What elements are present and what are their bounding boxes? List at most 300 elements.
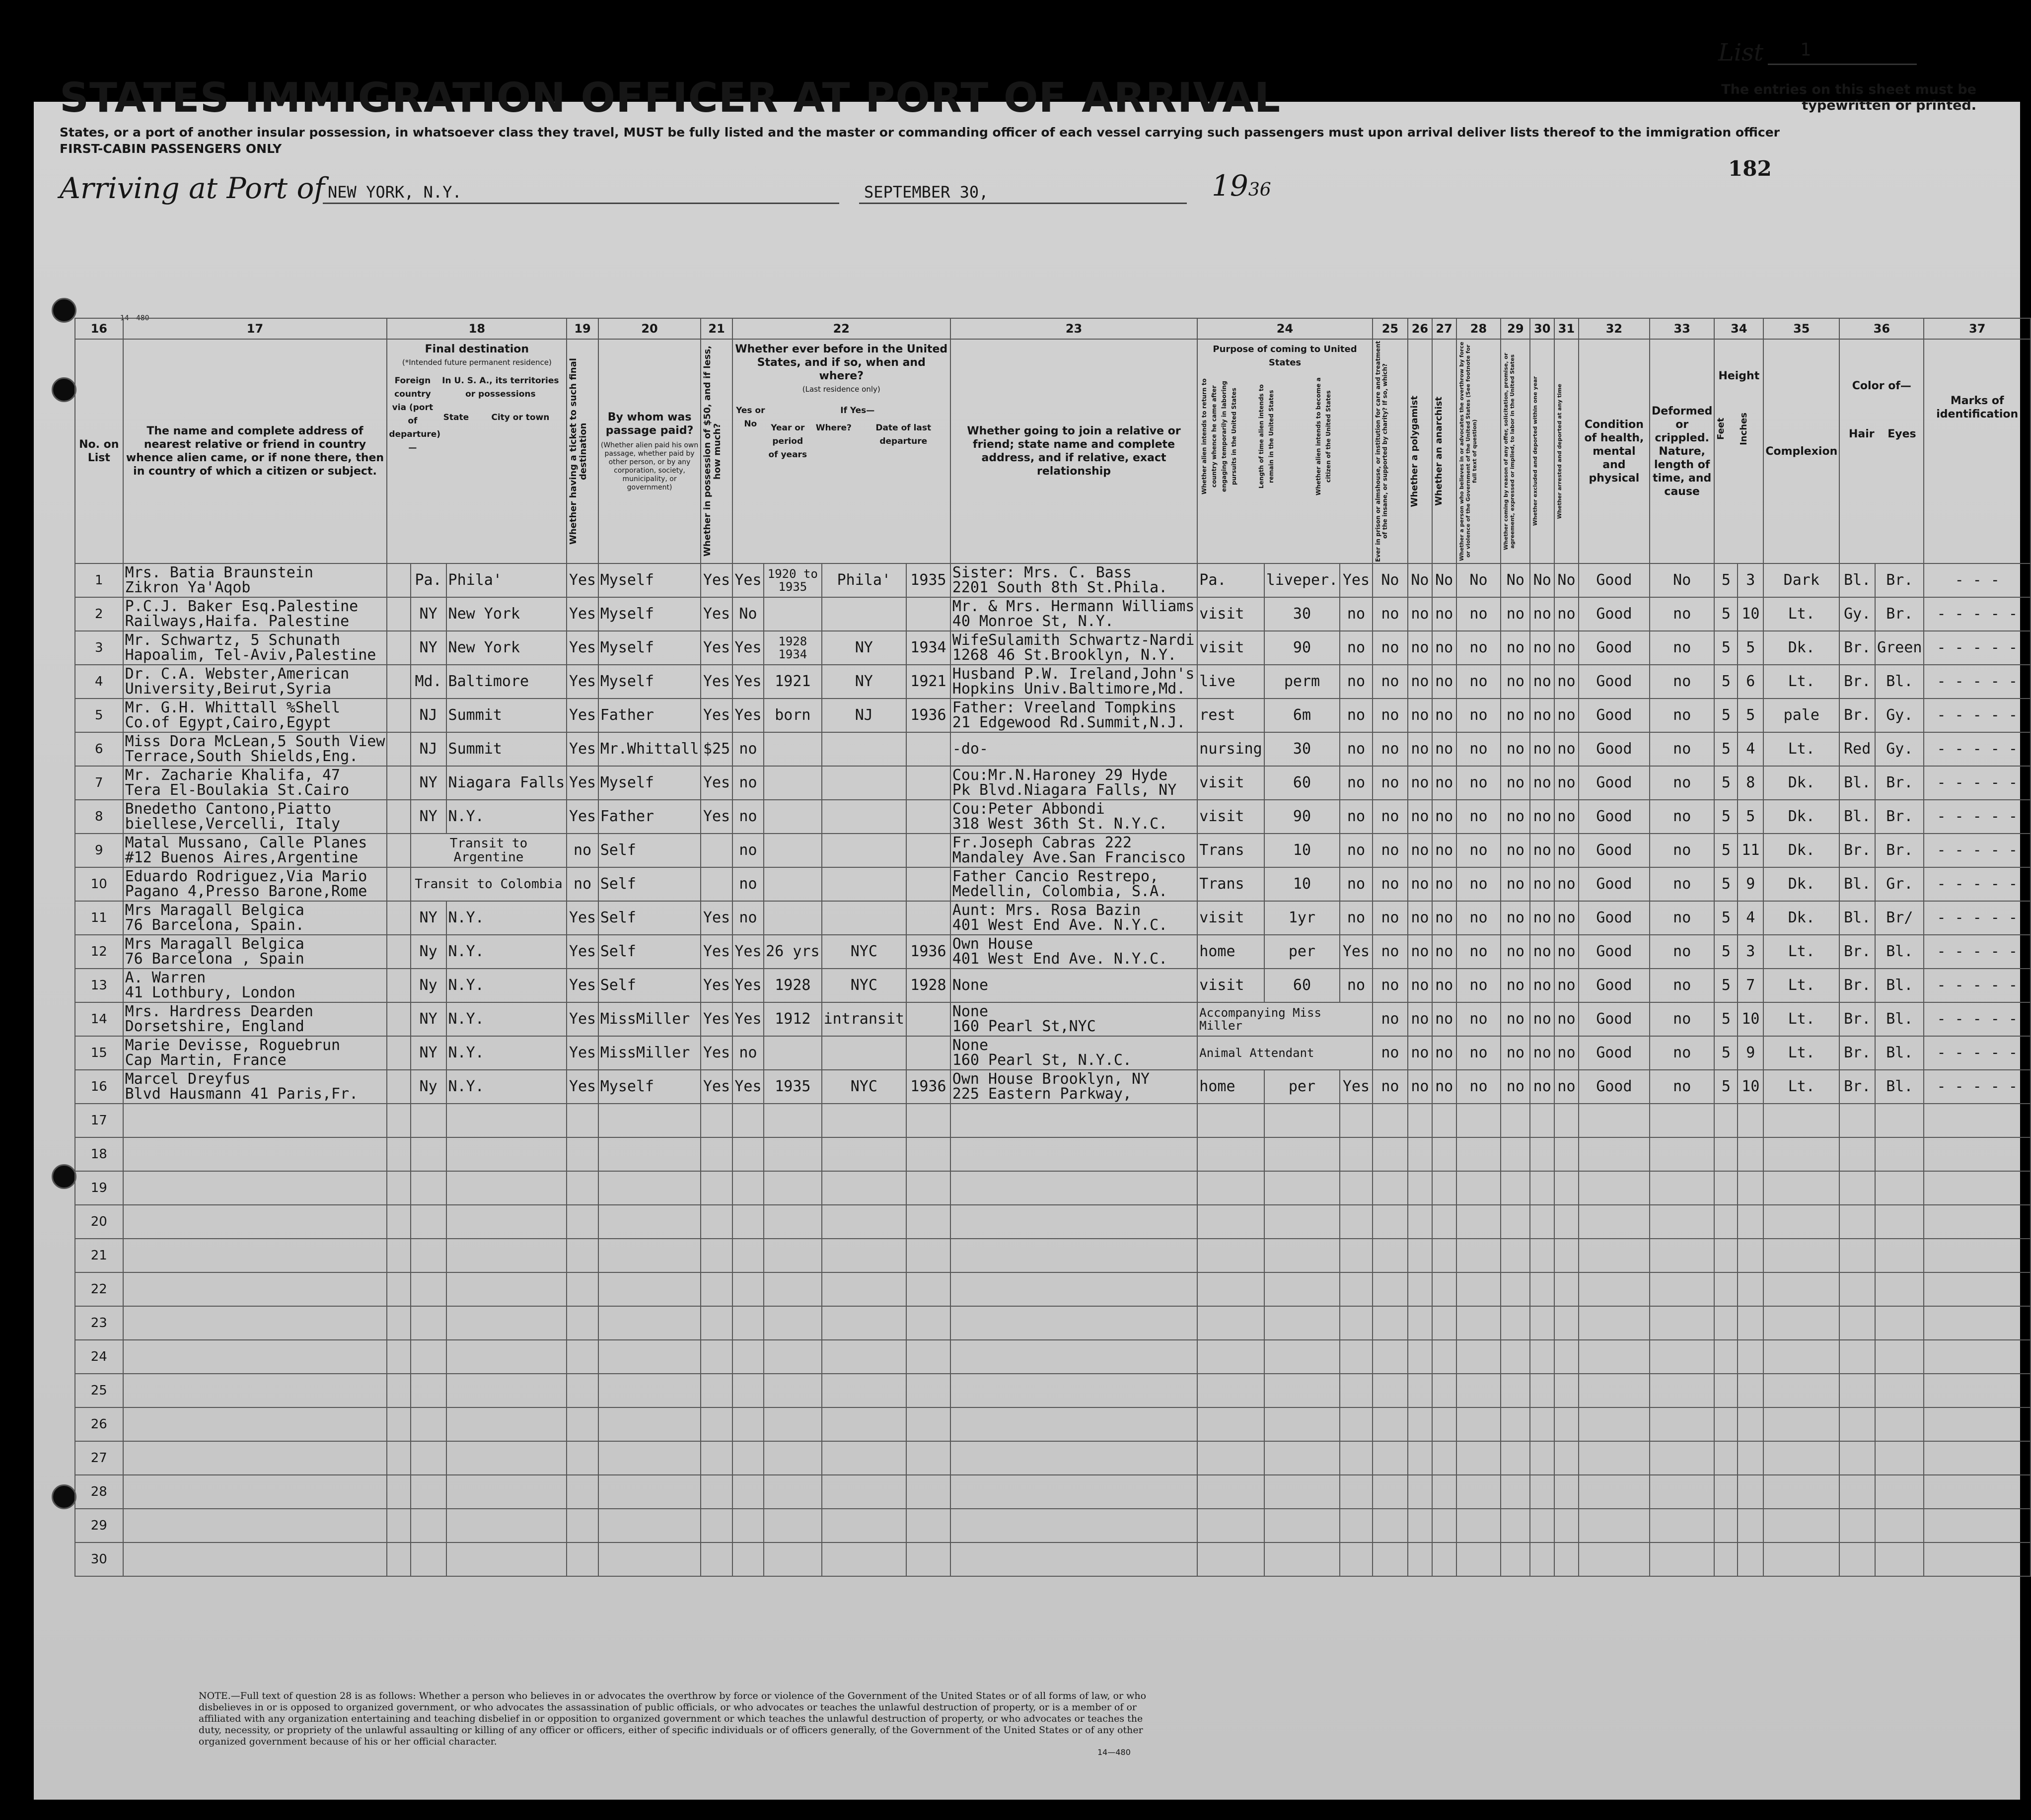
empty-cell [1408,1407,1432,1441]
purpose-cell: home [1197,935,1264,969]
empty-cell [950,1239,1198,1272]
empty-cell [764,1171,821,1205]
cell-line: Dorsetshire, England [125,1018,304,1035]
inches-cell: 3 [1738,563,1763,597]
empty-cell [1875,1239,1924,1272]
empty-cell [411,1239,446,1272]
empty-cell [906,1205,950,1239]
c31-cell: no [1554,834,1579,867]
c30-cell: no [1530,631,1554,665]
binder-hole [52,1484,76,1509]
empty-cell [598,1407,701,1441]
foreign-cell [387,1002,410,1036]
c30-cell: no [1530,867,1554,901]
cell-line: Mrs Maragall Belgica [125,935,304,953]
empty-cell [1763,1475,1839,1509]
before-cell: no [732,1036,764,1070]
marks-cell: - - - - - [1924,766,2031,800]
empty-cell [1763,1407,1839,1441]
empty-cell [1924,1542,2031,1576]
empty-cell [1924,1137,2031,1171]
port-of-arrival: NEW YORK, N.Y. [328,183,462,202]
marks-cell: - - - - - [1924,732,2031,766]
city-cell: N.Y. [446,935,567,969]
empty-cell [1924,1239,2031,1272]
table-row-empty [75,1306,2031,1340]
empty-cell [1197,1475,1264,1509]
c30-cell: no [1530,1070,1554,1104]
year-cell [764,834,821,867]
paid-cell: MissMiller [598,1002,701,1036]
empty-cell [1650,1306,1714,1340]
where-cell [822,834,907,867]
empty-cell [1839,1239,1875,1272]
empty-cell [1554,1509,1579,1542]
empty-cell [701,1374,732,1407]
feet-cell: 5 [1714,597,1738,631]
instructions-line: States, or a port of another insular possession, in whatsoever class they travel, MUST be fully listed and the master or commanding officer of each vessel carrying such passengers must upon arrival deliver lists thereof to the immigration officer [60,125,1780,140]
empty-cell [822,1205,907,1239]
c31-cell: no [1554,969,1579,1002]
inches-cell: 7 [1738,969,1763,1002]
citizen-cell: Yes [1340,1070,1373,1104]
eyes-cell: Bl. [1875,969,1924,1002]
state-cell: Transit to Argentine [411,834,567,867]
empty-cell [1530,1509,1554,1542]
feet-cell: 5 [1714,563,1738,597]
citizen-cell: no [1340,665,1373,699]
cell-line: P.C.J. Baker Esq.Palestine [125,598,359,615]
hair-cell: Br. [1839,935,1875,969]
depart-cell [906,800,950,834]
poly-cell: no [1408,1070,1432,1104]
complexion-cell: Lt. [1763,935,1839,969]
empty-cell [1501,1407,1530,1441]
eyes-cell: Green [1875,631,1924,665]
prison-cell: no [1373,597,1408,631]
cell-line: None [952,977,989,994]
cell-line: Fr.Joseph Cabras 222 [952,834,1132,851]
ticket-cell: Yes [567,631,598,665]
hair-cell: Br. [1839,665,1875,699]
empty-cell [123,1171,387,1205]
c29-cell: no [1501,631,1530,665]
empty-cell [123,1306,387,1340]
relative-address-cell [123,1002,387,1036]
empty-cell [446,1306,567,1340]
empty-cell [1530,1374,1554,1407]
empty-cell [1839,1441,1875,1475]
c28-cell: no [1456,732,1501,766]
before-cell: no [732,766,764,800]
empty-cell [732,1137,764,1171]
empty-cell [822,1407,907,1441]
city-cell: N.Y. [446,969,567,1002]
empty-cell [1579,1205,1650,1239]
empty-cell [1554,1104,1579,1137]
table-row [75,766,2031,800]
empty-cell [906,1239,950,1272]
empty-cell [906,1171,950,1205]
empty-cell [950,1306,1198,1340]
city-cell: N.Y. [446,1070,567,1104]
foreign-cell [387,665,410,699]
empty-cell [411,1407,446,1441]
where-cell [822,800,907,834]
c28-cell: no [1456,1002,1501,1036]
empty-cell [411,1171,446,1205]
c28-cell: no [1456,800,1501,834]
empty-cell [598,1441,701,1475]
deformed-cell: no [1650,699,1714,732]
deformed-cell: no [1650,901,1714,935]
relative-address-cell [123,867,387,901]
header-no-on-list: No. on List [75,339,123,563]
empty-cell [1432,1340,1456,1374]
health-cell: Good [1579,597,1650,631]
health-cell: Good [1579,867,1650,901]
c29-cell: no [1501,935,1530,969]
empty-cell [1714,1509,1738,1542]
citizen-cell: no [1340,834,1373,867]
empty-cell [1650,1137,1714,1171]
empty-cell [1432,1239,1456,1272]
foreign-cell [387,631,410,665]
empty-cell [567,1441,598,1475]
purpose-cell: Trans [1197,834,1264,867]
empty-cell [1408,1441,1432,1475]
empty-cell [1875,1407,1924,1441]
row-number: 18 [75,1137,123,1171]
health-cell: Good [1579,800,1650,834]
empty-cell [1264,1205,1340,1239]
anarch-cell: no [1432,935,1456,969]
empty-cell [411,1272,446,1306]
empty-cell [822,1137,907,1171]
empty-cell [701,1239,732,1272]
foreign-cell [387,732,410,766]
empty-cell [701,1171,732,1205]
eyes-cell: Bl. [1875,935,1924,969]
c31-cell: no [1554,935,1579,969]
column-number-row: 16 17 18 19 20 21 22 23 24 25 26 27 28 29 30 31 32 33 34 35 36 37 [75,318,2031,339]
prison-cell: no [1373,834,1408,867]
empty-cell [1408,1475,1432,1509]
joining-cell [950,597,1198,631]
poly-cell: no [1408,766,1432,800]
empty-cell [1924,1340,2031,1374]
cell-line: #12 Buenos Aires,Argentine [125,849,359,866]
cell-line: Husband P.W. Ireland,John's [952,665,1195,683]
empty-cell [1264,1509,1340,1542]
before-cell: no [732,732,764,766]
no-cell: 7 [75,766,123,800]
empty-cell [1456,1306,1501,1340]
empty-cell [446,1171,567,1205]
empty-cell [822,1475,907,1509]
year-cell [764,901,821,935]
empty-cell [1432,1542,1456,1576]
empty-cell [1554,1306,1579,1340]
c30-cell: no [1530,1036,1554,1070]
empty-cell [822,1441,907,1475]
empty-cell [1340,1475,1373,1509]
citizen-cell: no [1340,597,1373,631]
cell-line: WifeSulamith Schwartz-Nardi [952,631,1195,649]
empty-cell [1408,1374,1432,1407]
empty-cell [701,1542,732,1576]
ticket-cell: no [567,834,598,867]
where-cell [822,766,907,800]
empty-cell [1456,1407,1501,1441]
empty-cell [950,1407,1198,1441]
empty-cell [1650,1104,1714,1137]
deformed-cell: no [1650,935,1714,969]
inches-cell: 5 [1738,699,1763,732]
no-cell: 13 [75,969,123,1002]
empty-cell [1408,1137,1432,1171]
empty-cell [123,1239,387,1272]
prison-cell: no [1373,766,1408,800]
table-row [75,597,2031,631]
c31-cell: no [1554,1070,1579,1104]
cell-line: Cou:Peter Abbondi [952,800,1105,818]
empty-cell [1501,1171,1530,1205]
anarch-cell: no [1432,732,1456,766]
hair-cell: Bl. [1839,901,1875,935]
purpose-cell: home [1197,1070,1264,1104]
port-underline [323,203,839,204]
empty-cell [1197,1205,1264,1239]
empty-cell [1264,1104,1340,1137]
c29-cell: no [1501,800,1530,834]
cell-line: Miss Dora McLean,5 South View [125,733,385,750]
empty-cell [1530,1407,1554,1441]
city-cell: Phila' [446,563,567,597]
empty-cell [906,1137,950,1171]
empty-cell [1340,1137,1373,1171]
empty-cell [1530,1104,1554,1137]
empty-cell [567,1407,598,1441]
health-cell: Good [1579,834,1650,867]
health-cell: Good [1579,1070,1650,1104]
joining-cell [950,935,1198,969]
poly-cell: no [1408,732,1432,766]
before-cell: no [732,867,764,901]
before-cell: Yes [732,665,764,699]
empty-cell [446,1137,567,1171]
empty-cell [123,1205,387,1239]
joining-cell [950,1036,1198,1070]
anarch-cell: no [1432,597,1456,631]
health-cell: Good [1579,901,1650,935]
empty-cell [411,1340,446,1374]
empty-cell [1650,1272,1714,1306]
empty-cell [1530,1475,1554,1509]
cell-line: Hapoalim, Tel-Aviv,Palestine [125,646,376,664]
cell-line: Mandaley Ave.San Francisco [952,849,1186,866]
c29-cell: no [1501,665,1530,699]
feet-cell: 5 [1714,1002,1738,1036]
relative-address-cell [123,732,387,766]
year-cell [764,867,821,901]
empty-cell [1340,1407,1373,1441]
joining-cell [950,563,1198,597]
empty-cell [1875,1104,1924,1137]
c28-cell: no [1456,665,1501,699]
where-cell: NY [822,631,907,665]
empty-cell [764,1475,821,1509]
anarch-cell: no [1432,766,1456,800]
city-cell: N.Y. [446,901,567,935]
empty-cell [1924,1407,2031,1441]
anarch-cell: no [1432,1002,1456,1036]
empty-cell [567,1137,598,1171]
empty-cell [1501,1475,1530,1509]
health-cell: Good [1579,1002,1650,1036]
empty-cell [1373,1374,1408,1407]
prison-cell: No [1373,563,1408,597]
empty-cell [701,1104,732,1137]
eyes-cell: Gr. [1875,867,1924,901]
complexion-cell: Lt. [1763,969,1839,1002]
c31-cell: no [1554,597,1579,631]
length-cell: 60 [1264,766,1340,800]
empty-cell [1432,1374,1456,1407]
empty-cell [1197,1441,1264,1475]
hair-cell: Bl. [1839,867,1875,901]
empty-cell [123,1340,387,1374]
citizen-cell: no [1340,867,1373,901]
empty-cell [1501,1441,1530,1475]
state-cell: Transit to Colombia [411,867,567,901]
table-row [75,969,2031,1002]
money-cell: Yes [701,1036,732,1070]
empty-cell [764,1509,821,1542]
empty-cell [1340,1374,1373,1407]
foreign-cell [387,901,410,935]
foreign-cell [387,699,410,732]
empty-cell [1650,1239,1714,1272]
empty-cell [1501,1239,1530,1272]
c29-cell: no [1501,1036,1530,1070]
empty-cell [1839,1272,1875,1306]
empty-cell [598,1374,701,1407]
year-cell: 1935 [764,1070,821,1104]
money-cell: Yes [701,1002,732,1036]
empty-cell [950,1104,1198,1137]
empty-cell [1501,1137,1530,1171]
c28-cell: no [1456,597,1501,631]
table-row [75,1002,2031,1036]
c31-cell: no [1554,867,1579,901]
joining-cell [950,800,1198,834]
empty-cell [411,1306,446,1340]
empty-cell [387,1205,410,1239]
c31-cell: no [1554,665,1579,699]
empty-cell [1875,1509,1924,1542]
empty-cell [1763,1542,1839,1576]
poly-cell: no [1408,834,1432,867]
empty-cell [701,1137,732,1171]
empty-cell [1839,1137,1875,1171]
prison-cell: no [1373,699,1408,732]
empty-cell [598,1239,701,1272]
empty-cell [1530,1340,1554,1374]
feet-cell: 5 [1714,1070,1738,1104]
empty-cell [1839,1374,1875,1407]
where-cell: NY [822,665,907,699]
c28-cell: no [1456,766,1501,800]
cell-line: Medellin, Colombia, S.A. [952,883,1168,900]
foreign-cell [387,1036,410,1070]
empty-cell [1340,1509,1373,1542]
purpose-cell: nursing [1197,732,1264,766]
c30-cell: no [1530,1002,1554,1036]
empty-cell [1738,1137,1763,1171]
row-number: 23 [75,1306,123,1340]
empty-cell [1197,1239,1264,1272]
empty-cell [1839,1171,1875,1205]
cell-line: None [952,1037,989,1054]
prison-cell: no [1373,665,1408,699]
empty-cell [1456,1542,1501,1576]
health-cell: Good [1579,935,1650,969]
empty-cell [1456,1239,1501,1272]
marks-cell: - - - - - [1924,935,2031,969]
empty-cell [1738,1509,1763,1542]
c29-cell: no [1501,834,1530,867]
eyes-cell: Br. [1875,563,1924,597]
c31-cell: No [1554,563,1579,597]
feet-cell: 5 [1714,732,1738,766]
paid-cell: Self [598,935,701,969]
eyes-cell: Bl. [1875,1036,1924,1070]
empty-cell [123,1104,387,1137]
hair-cell: Bl. [1839,766,1875,800]
empty-cell [732,1272,764,1306]
deformed-cell: no [1650,1002,1714,1036]
empty-cell [1373,1137,1408,1171]
empty-cell [732,1205,764,1239]
relative-address-cell [123,631,387,665]
joining-cell [950,732,1198,766]
length-cell: 90 [1264,631,1340,665]
empty-cell [387,1475,410,1509]
depart-cell [906,1002,950,1036]
complexion-cell: Dk. [1763,901,1839,935]
eyes-cell: Bl. [1875,1070,1924,1104]
year-cell: 26 yrs [764,935,821,969]
table-row-empty [75,1272,2031,1306]
empty-cell [1432,1475,1456,1509]
relative-address-cell [123,665,387,699]
depart-cell [906,901,950,935]
empty-cell [906,1407,950,1441]
complexion-cell: Lt. [1763,1070,1839,1104]
cell-line: Pk Blvd.Niagara Falls, NY [952,781,1177,799]
cell-line: Eduardo Rodriguez,Via Mario [125,868,367,885]
table-row [75,732,2031,766]
empty-cell [411,1509,446,1542]
purpose-cell: rest [1197,699,1264,732]
money-cell: Yes [701,699,732,732]
empty-cell [446,1407,567,1441]
cell-line: 2201 South 8th St.Phila. [952,579,1168,596]
empty-cell [1432,1104,1456,1137]
inches-cell: 8 [1738,766,1763,800]
state-cell: NY [411,631,446,665]
